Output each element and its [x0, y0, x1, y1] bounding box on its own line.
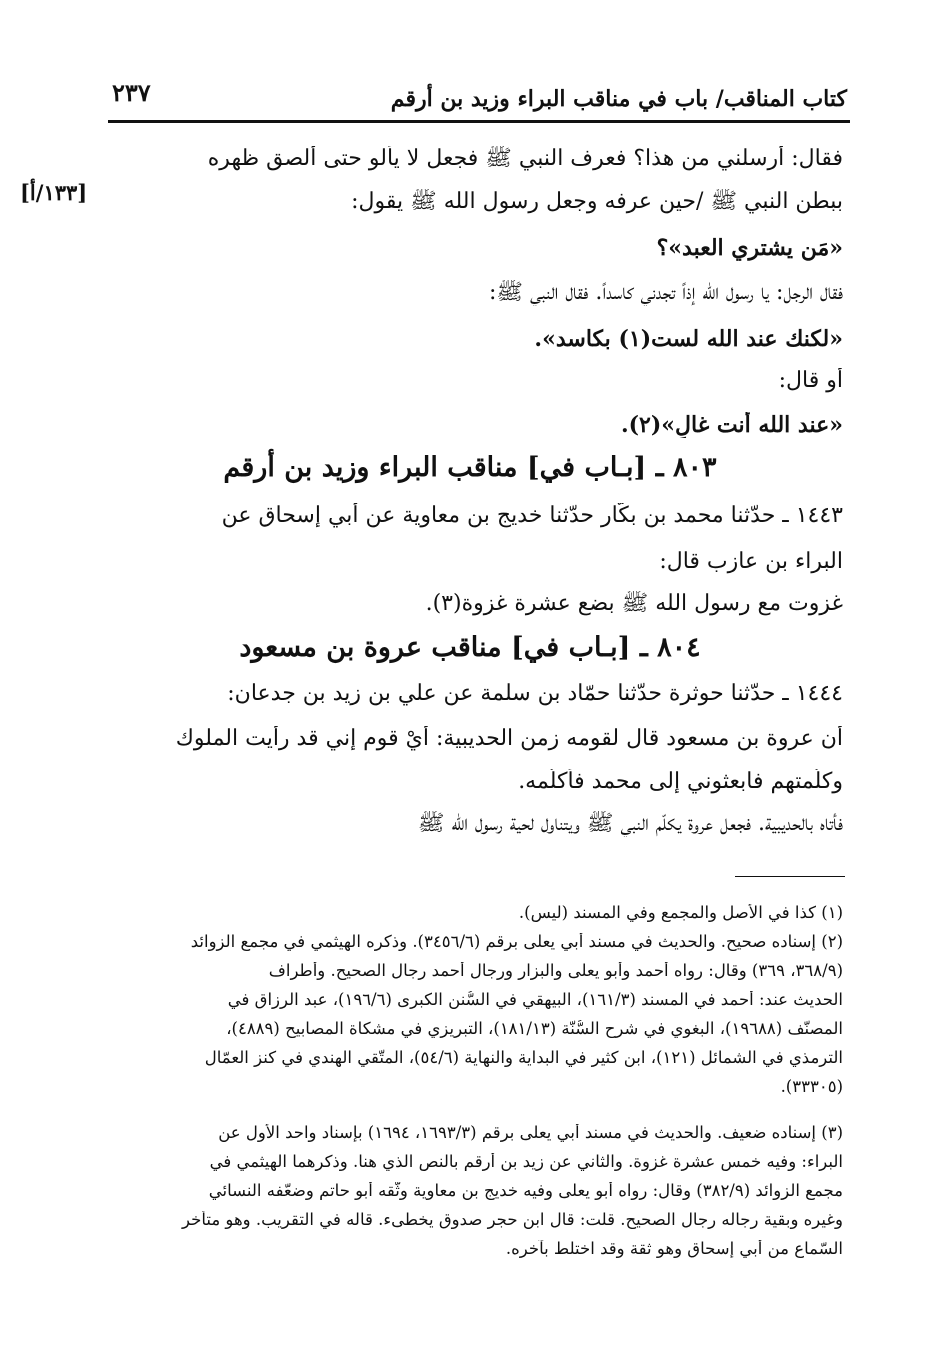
footnote-line: الترمذي في الشمائل (١٢١)، ابن كثير في البداية والنهاية (٥٤/٦)، المتّقي الهندي في كنز العمّال [204, 1049, 843, 1067]
footnote-separator [735, 876, 845, 877]
hadith-1443-line: البراء بن عازب قال: [659, 549, 843, 574]
page-number: ٢٣٧ [112, 78, 151, 107]
body-line: فقال الرجل: يا رسول الله إذاً تجدني كاسداً. فقال النبي ﷺ: [489, 280, 843, 305]
chapter-heading-804: ٨٠٤ ـ [بـاب في] مناقب عروة بن مسعود [239, 632, 701, 663]
hadith-1444-line: فأتاه بالحديبية. فجعل عروة يكلّم النبي ﷺ ويتناول لحية رسول الله ﷺ [417, 811, 843, 836]
hadith-1444-line: ١٤٤٤ ـ حدّثنا حوثرة حدّثنا حمّاد بن سلمة عن علي بن زيد بن جدعان: [227, 681, 843, 706]
chapter-heading-803: ٨٠٣ ـ [بـاب في] مناقب البراء وزيد بن أرقم [223, 452, 717, 483]
running-header-title: كتاب المناقب/ باب في مناقب البراء وزيد بن أرقم [390, 86, 847, 112]
footnote-line: وغيره وبقية رجاله رجال الصحيح. قلت: قال ابن حجر صدوق يخطىء. قاله في التقريب. وهو متأخر [182, 1211, 843, 1229]
body-line: فقال: أرسلني من هذا؟ فعرف النبي ﷺ فجعل لا يألو حتى ألصق ظهره [207, 146, 843, 171]
manuscript-folio-reference: [١٣٣/أ] [20, 180, 88, 205]
hadith-1443-line: غزوت مع رسول الله ﷺ بضع عشرة غزوة(٣). [425, 591, 843, 616]
footnote-line: السّماع من أبي إسحاق وهو ثقة وقد اختلط بآخره. [505, 1240, 843, 1258]
footnote-line: (٣٣٣٠٥). [780, 1078, 843, 1096]
footnote-line: البراء: وفيه خمس عشرة غزوة. والثاني عن زيد بن أرقم بالنص الذي هنا. وذكرهما الهيثمي في [209, 1153, 843, 1171]
quote-line: «لكنك عند الله لست(١) بكاسد». [534, 326, 843, 352]
footnote-line: مجمع الزوائد (٣٨٢/٩) وقال: رواه أبو يعلى وفيه خديج بن معاوية وثّقه أبو حاتم وضعّفه النسائي [208, 1182, 843, 1200]
footnote-line: (١) كذا في الأصل والمجمع وفي المسند (ليس). [518, 904, 843, 922]
footnote-line: (٣) إسناده ضعيف. والحديث في مسند أبي يعلى برقم (١٦٩٣/٣، ١٦٩٤) بإسناد واحد الأول عن [218, 1124, 843, 1142]
hadith-1444-line: أن عروة بن مسعود قال لقومه زمن الحديبية: أيْ قوم إني قد رأيت الملوك [175, 726, 843, 751]
hadith-1443-line: ١٤٤٣ ـ حدّثنا محمد بن بكّار حدّثنا خديج بن معاوية عن أبي إسحاق عن [221, 503, 843, 528]
footnote-line: (٢) إسناده صحيح. والحديث في مسند أبي يعلى برقم (٣٤٥٦/٦). وذكره الهيثمي في مجمع الزوائد [190, 933, 843, 951]
body-line: ببطن النبي ﷺ /حين عرفه وجعل رسول الله ﷺ يقول: [351, 189, 843, 214]
header-rule [108, 120, 850, 123]
quote-line: «مَن يشتري العبد»؟ [656, 235, 843, 261]
hadith-1444-line: وكلّمتهم فابعثوني إلى محمد فأُكلّمه. [518, 769, 843, 794]
footnote-line: (٣٦٨/٩، ٣٦٩) وقال: رواه أحمد وأبو يعلى والبزار ورجال أحمد رجال الصحيح. وأطراف [268, 962, 843, 980]
footnote-line: المصنّف (١٩٦٨٨)، البغوي في شرح السُّنّة (١٨١/١٣)، التبريزي في مشكاة المصابيح (٤٨٨٩)، [226, 1020, 843, 1038]
body-line: أو قال: [778, 368, 843, 393]
footnote-line: الحديث عند: أحمد في المسند (١٦١/٣)، البيهقي في السُّنن الكبرى (١٩٦/٦)، عبد الرزاق في [227, 991, 843, 1009]
quote-line: «عند الله أنت غالٍ»(٢). [620, 412, 843, 438]
